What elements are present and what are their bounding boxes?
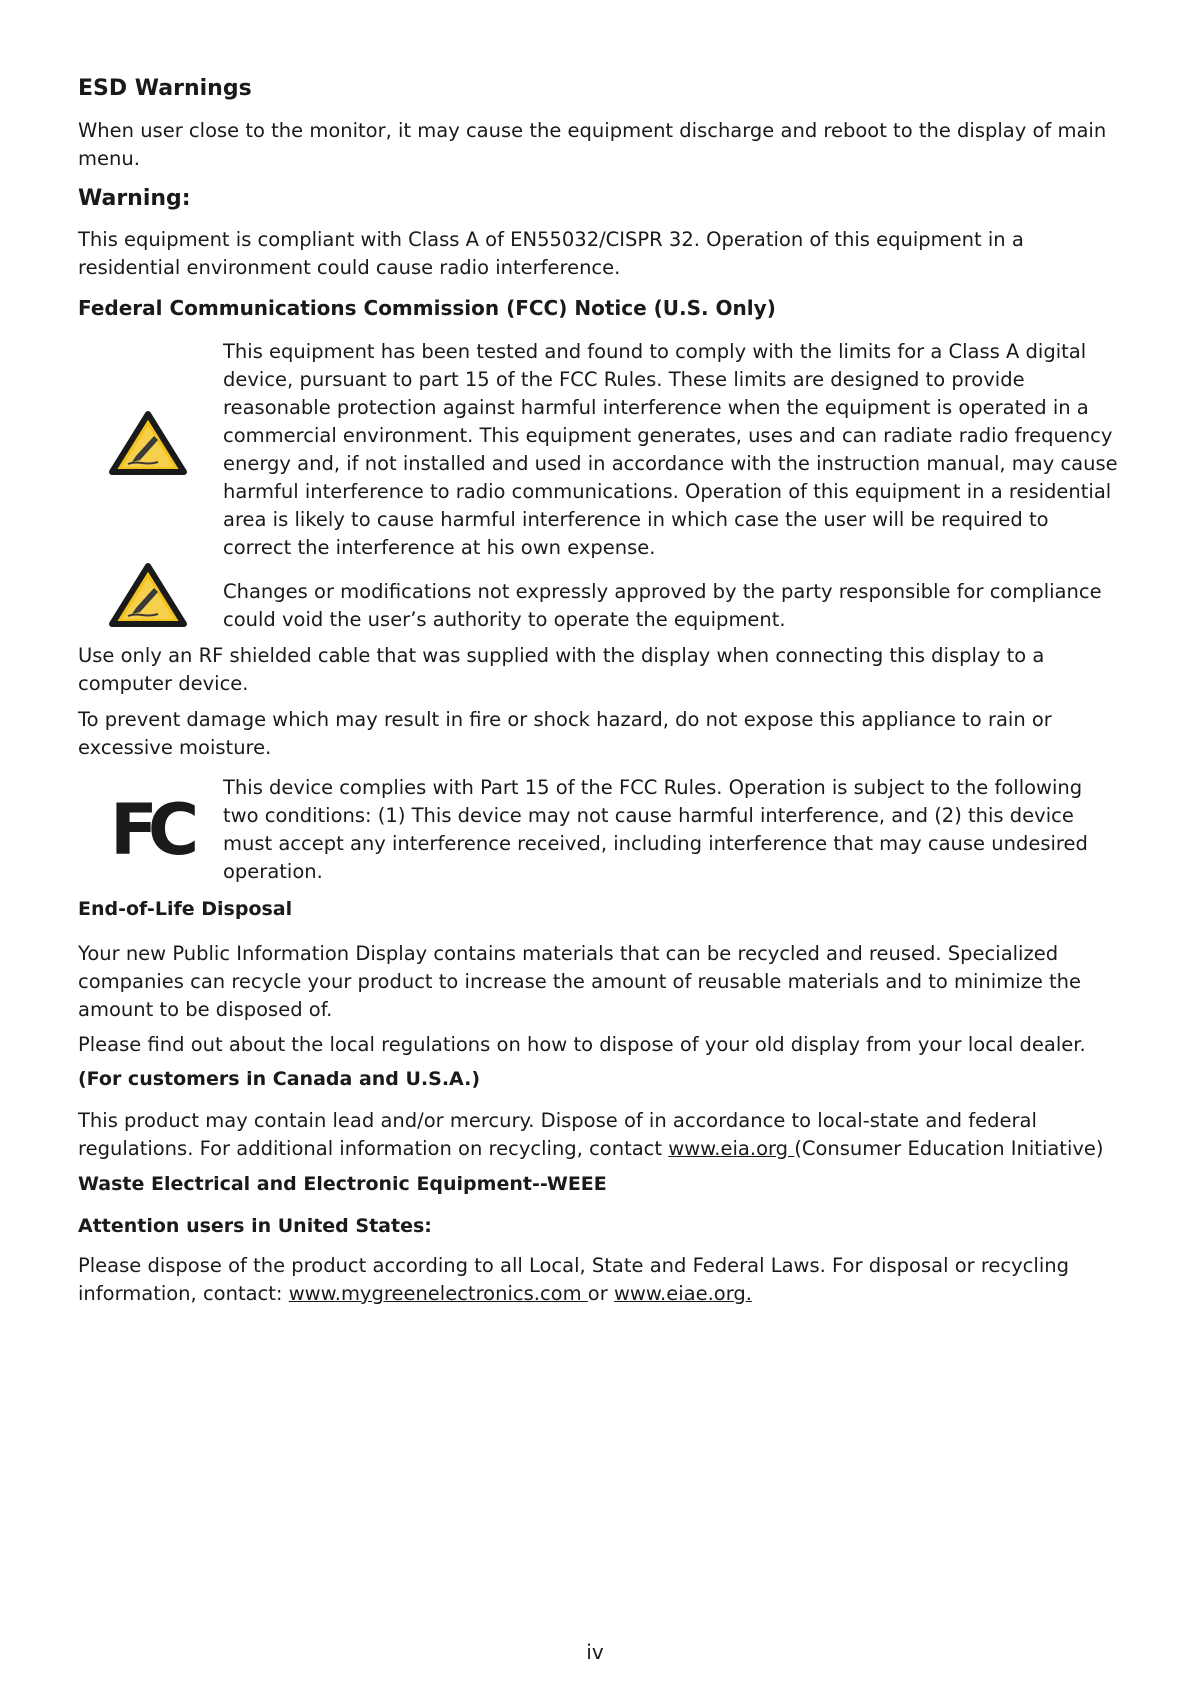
eia-link[interactable]: www.eia.org — [668, 1137, 795, 1160]
us-body — [78, 1252, 1118, 1308]
fcc-para-4: To prevent damage which may result in fire or shock hazard, do not expose this appliance to rain or excessive moisture. — [78, 708, 1052, 759]
esd-heading: ESD Warnings — [78, 76, 252, 101]
fcc-para-5: This device complies with Part 15 of the FCC Rules. Operation is subject to the following two conditions: (1) This device may not cause harmful interference, and (2) this device must accept any interference received, including interference that may cause undesired operation. — [223, 776, 1088, 883]
fcc-heading: Federal Communications Commission (FCC) Notice (U.S. Only) — [78, 296, 776, 320]
warning-body: This equipment is compliant with Class A of EN55032/CISPR 32. Operation of this equipment in a residential environment could cause radio interference. — [78, 228, 1024, 279]
eol-para-1: Your new Public Information Display contains materials that can be recycled and reused. Specialized companies can recycle your product to increase the amount of reusable materials and to minimize the amount to be disposed of. — [78, 942, 1082, 1021]
canada-text-after: (Consumer Education Initiative) — [794, 1137, 1104, 1160]
mygreenelectronics-link[interactable]: www.mygreenelectronics.com — [288, 1282, 588, 1305]
eol-heading: End-of-Life Disposal — [78, 898, 293, 920]
canada-text: This product may contain lead and/or mercury. Dispose of in accordance to local-state and federal regulations. For additional information on recycling, contact — [78, 1109, 1037, 1160]
canada-body — [78, 1107, 1118, 1163]
warning-heading: Warning: — [78, 186, 191, 211]
fcc-para-3: Use only an RF shielded cable that was supplied with the display when connecting this display to a computer device. — [78, 644, 1045, 695]
us-text: Please dispose of the product according to all Local, State and Federal Laws. For disposal or recycling information, contact: — [78, 1254, 1069, 1305]
fcc-para-2: Changes or modifications not expressly approved by the party responsible for compliance could void the user’s authority to operate the equipment. — [223, 580, 1102, 631]
fcc-logo-text: FC — [110, 794, 190, 860]
eiae-link[interactable]: www.eiae.org. — [613, 1282, 752, 1305]
canada-heading: (For customers in Canada and U.S.A.) — [78, 1068, 481, 1090]
warning-triangle-icon — [108, 562, 188, 628]
us-heading: Attention users in United States: — [78, 1215, 432, 1237]
warning-triangle-icon — [108, 410, 188, 476]
esd-body: When user close to the monitor, it may cause the equipment discharge and reboot to the display of main menu. — [78, 119, 1107, 170]
us-text-mid: or — [587, 1282, 614, 1305]
fcc-para-1: This equipment has been tested and found to comply with the limits for a Class A digital device, pursuant to part 15 of the FCC Rules. These limits are designed to provide reasonable protection against harmful interference when the equipment is operated in a commercial environment. This equipment generates, uses and can radiate radio frequency energy and, if not installed and used in accordance with the instruction manual, may cause harmful interference to radio communications. Operation of this equipment in a residential area is likely to cause harmful interference in which case the user will be required to correct the interference at his own expense. — [223, 340, 1118, 559]
fcc-logo — [108, 794, 198, 860]
page-number: iv — [586, 1640, 604, 1664]
weee-heading: Waste Electrical and Electronic Equipment--WEEE — [78, 1173, 607, 1195]
eol-para-2: Please find out about the local regulations on how to dispose of your old display from your local dealer. — [78, 1033, 1086, 1056]
